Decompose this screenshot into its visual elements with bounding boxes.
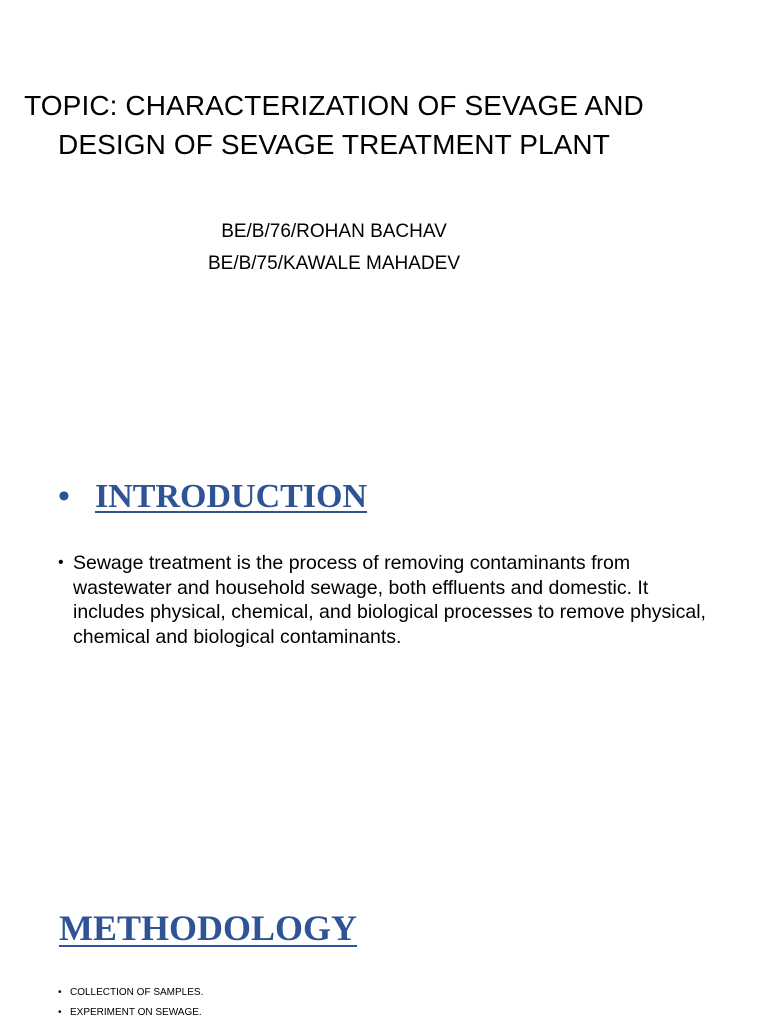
bullet-icon: • [58, 987, 62, 998]
introduction-heading-text: INTRODUCTION [95, 478, 368, 515]
document-title [0, 86, 668, 164]
list-item [58, 983, 203, 1003]
introduction-heading [58, 476, 367, 518]
methodology-list [58, 983, 203, 1022]
title-line-1: TOPIC: CHARACTERIZATION OF SEVAGE AND [24, 90, 644, 121]
bullet-icon: • [58, 1006, 62, 1018]
list-item-text: EXPERIMENT ON SEWAGE. [70, 1006, 202, 1018]
introduction-paragraph [58, 551, 708, 649]
list-item-text: COLLECTION OF SAMPLES. [70, 987, 204, 998]
title-line-2: DESIGN OF SEVAGE TREATMENT PLANT [58, 129, 610, 160]
list-item [58, 1003, 203, 1023]
methodology-heading: METHODOLOGY [59, 908, 358, 948]
introduction-text: Sewage treatment is the process of removing contaminants from wastewater and household sewage, both effluents and domestic. It includes physical, chemical, and biological processes to remove physical, chemical and biological contaminants. [73, 552, 706, 648]
bullet-icon: • [58, 554, 64, 571]
author-2: BE/B/75/KAWALE MAHADEV [207, 253, 460, 274]
bullet-icon: • [58, 478, 70, 515]
author-list [0, 216, 668, 280]
author-1: BE/B/76/ROHAN BACHAV [221, 221, 447, 242]
